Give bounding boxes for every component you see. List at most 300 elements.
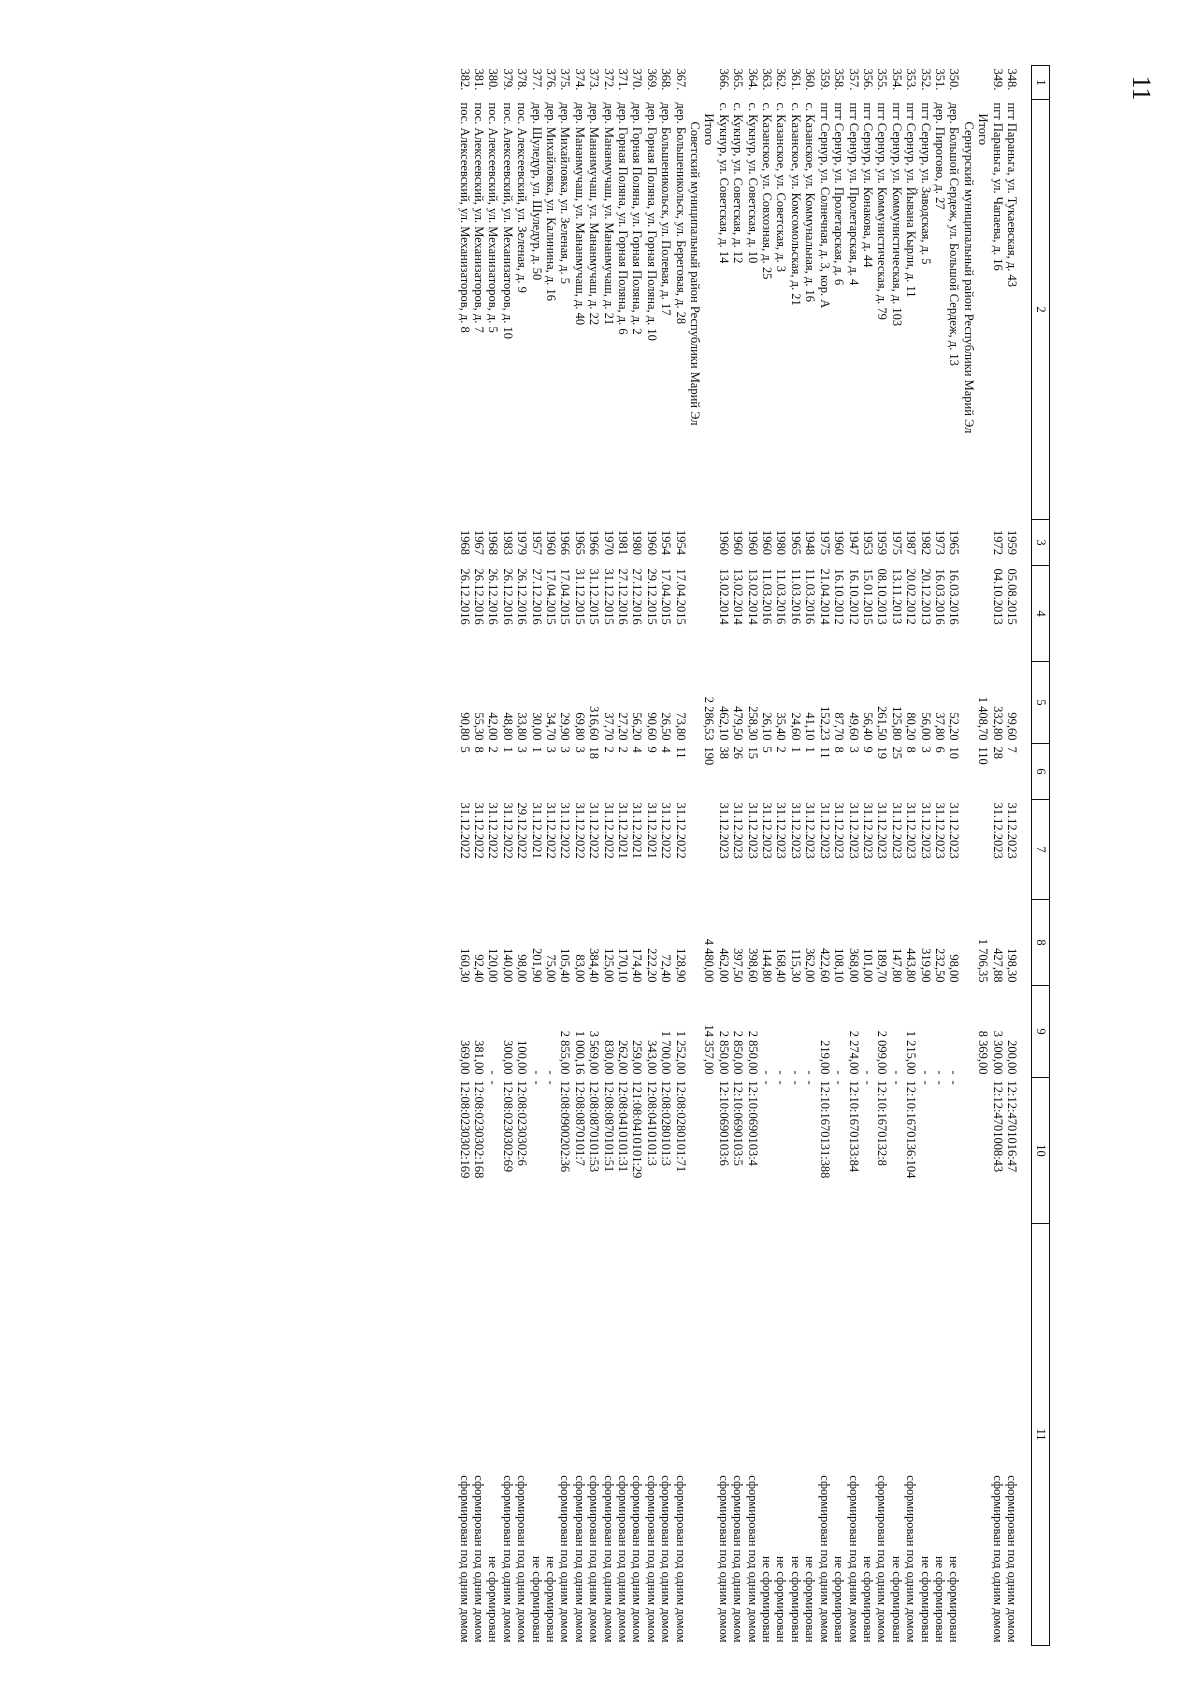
table-row: [486, 66, 500, 1646]
table-row: [1005, 66, 1019, 1646]
row-number: 360.: [803, 68, 818, 91]
land-area-cell: 168,40: [774, 948, 789, 983]
residents-count-cell: 8: [904, 746, 919, 753]
row-number: 362.: [774, 68, 789, 91]
table-row: [544, 66, 558, 1646]
land-area-cell: 319,90: [918, 948, 933, 983]
land-area-cell: 92,40: [471, 954, 486, 983]
land-area-cell: 443,80: [904, 948, 919, 983]
plot-area-cell: -: [932, 1070, 947, 1075]
land-area-cell: 108,10: [832, 948, 847, 983]
plot-area-cell: -: [774, 1070, 789, 1075]
resettlement-deadline-cell: 31.12.2022: [486, 802, 501, 859]
address-cell: дер. Мананмучаш, ул. Мананмучаш, д. 40: [572, 102, 587, 326]
resettlement-deadline-cell: 31.12.2022: [659, 802, 674, 859]
recognition-date-cell: 20.12.2013: [918, 568, 933, 625]
header-spacer-row: [1019, 66, 1032, 1646]
residents-count-cell-total: 110: [976, 746, 991, 765]
row-number: 350.: [947, 68, 962, 91]
resettlement-deadline-cell: 31.12.2023: [846, 802, 861, 859]
area-cell-total: 2 286,53: [702, 696, 717, 741]
address-cell: дер. Пирогово, д. 27: [932, 102, 947, 210]
address-cell: пгт Сернур, ул. Йывана Кырли, д. 11: [904, 102, 919, 298]
area-cell: 99,60: [1005, 712, 1019, 741]
resettlement-deadline-cell: 31.12.2022: [587, 802, 602, 859]
cadastral-number-cell: 12:08:0870101:51: [601, 1080, 616, 1173]
year-built-cell: 1979: [515, 530, 530, 555]
empty-cell: [702, 66, 716, 100]
table-row: [933, 66, 947, 1646]
empty-cell: [976, 1078, 990, 1224]
table-row: [904, 66, 918, 1646]
plot-area-cell: 1 000,16: [572, 1030, 587, 1075]
table-row: [716, 66, 730, 1646]
resettlement-deadline-cell: 31.12.2023: [716, 802, 731, 859]
area-cell: 26,50: [659, 712, 674, 741]
plot-status-cell: не сформирован: [544, 1555, 558, 1643]
land-area-cell: 72,40: [659, 954, 674, 983]
table-row: [745, 66, 759, 1646]
recognition-date-cell: 13.11.2013: [889, 568, 904, 625]
cadastral-number-cell: 12:12:4701016:47: [1005, 1080, 1019, 1173]
residents-count-cell: 28: [990, 746, 1005, 759]
area-cell: 261,50: [875, 706, 890, 741]
year-built-cell: 1960: [760, 530, 775, 555]
residents-count-cell: 3: [515, 746, 530, 753]
column-header: 9: [1032, 986, 1050, 1078]
address-cell: пгт Сернур, ул. Коммунистическая, д. 79: [875, 102, 890, 320]
row-number: 363.: [760, 68, 775, 91]
district-heading-row: [688, 66, 702, 1646]
column-header: 3: [1032, 520, 1050, 566]
recognition-date-cell: 17.04.2015: [659, 568, 674, 625]
residents-count-cell: 1: [788, 746, 803, 753]
area-cell: 49,60: [846, 712, 861, 741]
plot-status-cell: сформирован под одним домом: [990, 1475, 1005, 1643]
year-built-cell: 1959: [875, 530, 890, 555]
page-number: 11: [1127, 75, 1156, 101]
recognition-date-cell: 21.04.2014: [817, 568, 832, 625]
plot-status-cell: не сформирован: [486, 1555, 501, 1643]
address-cell: с. Казанское, ул. Коммунальная, д. 16: [803, 102, 818, 302]
plot-status-cell: не сформирован: [860, 1555, 875, 1643]
cadastral-number-cell: 12:08:0230302:6: [515, 1080, 530, 1166]
empty-cell: [702, 1078, 716, 1224]
address-cell: с. Кукнур, ул. Советская, д. 14: [716, 102, 731, 264]
residents-count-cell: 3: [918, 746, 933, 753]
area-cell: 48,80: [500, 712, 515, 741]
cadastral-number-cell: 12:08:0230302:169: [457, 1080, 472, 1179]
cadastral-number-cell: 12:10:1670131:388: [817, 1080, 832, 1179]
residents-count-cell: 10: [947, 746, 962, 759]
plot-status-cell: не сформирован: [788, 1555, 803, 1643]
cadastral-number-cell: 12:08:0410101:31: [616, 1080, 631, 1173]
cadastral-number-cell: 12:10:0690103:5: [731, 1080, 746, 1166]
plot-area-cell: -: [788, 1070, 803, 1075]
plot-status-cell: сформирован под одним домом: [904, 1475, 919, 1643]
residents-count-cell: 8: [471, 746, 486, 753]
plot-status-cell: не сформирован: [803, 1555, 818, 1643]
address-cell: дер. Горная Поляна, ул. Горная Поляна, д. 2: [630, 102, 645, 335]
year-built-cell: 1975: [817, 530, 832, 555]
land-area-cell: 105,40: [558, 948, 573, 983]
column-header: 4: [1032, 566, 1050, 662]
plot-area-cell-total: 14 357,00: [702, 1024, 717, 1075]
area-cell: 258,30: [745, 706, 760, 741]
address-cell: с. Казанское, ул. Комсомольская, д. 21: [788, 102, 803, 306]
address-cell: пгт Сернур, ул. Пролетарская, д. 6: [832, 102, 847, 286]
empty-cell: [702, 566, 716, 662]
plot-area-cell: -: [918, 1070, 933, 1075]
address-cell: пгт Сернур, ул. Пролетарская, д. 4: [846, 102, 861, 286]
area-cell: 87,70: [832, 712, 847, 741]
year-built-cell: 1957: [529, 530, 544, 555]
table-row: [774, 66, 788, 1646]
table-row: [731, 66, 745, 1646]
recognition-date-cell: 16.10.2012: [832, 568, 847, 625]
row-number: 374.: [572, 68, 587, 91]
row-number: 371.: [616, 68, 631, 91]
year-built-cell: 1968: [486, 530, 501, 555]
land-area-cell: 384,40: [587, 948, 602, 983]
plot-area-cell: -: [544, 1070, 558, 1075]
cadastral-number-cell: 12:10:1670132:8: [875, 1080, 890, 1166]
year-built-cell: 1983: [500, 530, 515, 555]
column-header: 2: [1032, 100, 1050, 520]
address-cell: дер. Большеникольск, ул. Береговая, д. 28: [673, 102, 688, 325]
cadastral-number-cell: 12:08:0870101:53: [587, 1080, 602, 1173]
land-area-cell-total: 1 706,35: [976, 938, 991, 983]
year-built-cell: 1966: [587, 530, 602, 555]
address-cell: пгт Сернур, ул. Коммунистическая, д. 103: [889, 102, 904, 327]
address-cell: дер. Мананмучаш, ул. Мананмучаш, д. 22: [587, 102, 602, 326]
column-header-row: [1032, 66, 1050, 1646]
resettlement-deadline-cell: 31.12.2023: [1005, 802, 1019, 859]
resettlement-deadline-cell: 31.12.2023: [774, 802, 789, 859]
cadastral-number-cell: -: [860, 1080, 875, 1085]
resettlement-deadline-cell: 31.12.2023: [788, 802, 803, 859]
land-area-cell: 115,30: [788, 948, 803, 983]
table-row: [875, 66, 889, 1646]
land-area-cell: 120,00: [486, 948, 501, 983]
area-cell: 34,70: [544, 712, 558, 741]
row-number: 369.: [644, 68, 659, 91]
district-heading: Советский муниципальный район Республики Марий Эл: [688, 121, 703, 426]
empty-cell: [976, 566, 990, 662]
row-number: 373.: [587, 68, 602, 91]
area-cell: 80,20: [904, 712, 919, 741]
area-cell: 24,60: [788, 712, 803, 741]
recognition-date-cell: 26.12.2016: [515, 568, 530, 625]
land-area-cell: 140,00: [500, 948, 515, 983]
year-built-cell: 1968: [457, 530, 472, 555]
row-number: 361.: [788, 68, 803, 91]
year-built-cell: 1980: [774, 530, 789, 555]
plot-status-cell: сформирован под одним домом: [616, 1475, 631, 1643]
row-number: 353.: [904, 68, 919, 91]
resettlement-deadline-cell: 31.12.2022: [558, 802, 573, 859]
recognition-date-cell: 26.12.2016: [457, 568, 472, 625]
plot-area-cell: -: [529, 1070, 544, 1075]
cadastral-number-cell: -: [918, 1080, 933, 1085]
address-cell: дер. Михайловка, ул. Калинина, д. 16: [544, 102, 558, 302]
table-row: [990, 66, 1004, 1646]
land-area-cell: 198,30: [1005, 948, 1019, 983]
year-built-cell: 1972: [990, 530, 1005, 555]
plot-area-cell: 2 855,00: [558, 1030, 573, 1075]
area-cell: 37,80: [932, 712, 947, 741]
plot-area-cell: 219,00: [817, 1040, 832, 1075]
housing-register-table: [457, 65, 1050, 1646]
plot-area-cell: -: [760, 1070, 775, 1075]
residents-count-cell: 1: [500, 746, 515, 753]
plot-status-cell: сформирован под одним домом: [716, 1475, 731, 1643]
plot-status-cell: не сформирован: [932, 1555, 947, 1643]
recognition-date-cell: 27.12.2016: [529, 568, 544, 625]
resettlement-deadline-cell: 31.12.2023: [947, 802, 962, 859]
year-built-cell: 1960: [731, 530, 746, 555]
table-row: [673, 66, 687, 1646]
plot-area-cell: 2 850,00: [716, 1030, 731, 1075]
residents-count-cell: 2: [486, 746, 501, 753]
table-row: [889, 66, 903, 1646]
resettlement-deadline-cell: 31.12.2022: [500, 802, 515, 859]
plot-status-cell: не сформирован: [947, 1555, 962, 1643]
plot-area-cell: 300,00: [500, 1040, 515, 1075]
land-area-cell: 397,50: [731, 948, 746, 983]
empty-cell: [702, 800, 716, 900]
residents-count-cell: 2: [601, 746, 616, 753]
land-area-cell: 368,00: [846, 948, 861, 983]
year-built-cell: 1960: [745, 530, 760, 555]
resettlement-deadline-cell: 31.12.2022: [572, 802, 587, 859]
table-row: [572, 66, 586, 1646]
recognition-date-cell: 20.02.2012: [904, 568, 919, 625]
plot-area-cell: 2 274,00: [846, 1030, 861, 1075]
year-built-cell: 1975: [889, 530, 904, 555]
row-number: 379.: [500, 68, 515, 91]
residents-count-cell: 5: [760, 746, 775, 753]
plot-area-cell: -: [832, 1070, 847, 1075]
plot-status-cell: сформирован под одним домом: [875, 1475, 890, 1643]
plot-area-cell: 100,00: [515, 1040, 530, 1075]
recognition-date-cell: 31.12.2015: [601, 568, 616, 625]
residents-count-cell: 11: [817, 746, 832, 759]
area-cell: 33,80: [515, 712, 530, 741]
year-built-cell: 1966: [558, 530, 573, 555]
address-cell: дер. Шуледур, ул. Шуледур, д. 50: [529, 102, 544, 281]
table-row: [558, 66, 572, 1646]
cadastral-number-cell: -: [774, 1080, 789, 1085]
row-number: 377.: [529, 68, 544, 91]
year-built-cell: 1960: [644, 530, 659, 555]
resettlement-deadline-cell: 31.12.2021: [616, 802, 631, 859]
area-cell: 29,90: [558, 712, 573, 741]
table-row: [947, 66, 961, 1646]
empty-cell: [688, 66, 702, 100]
year-built-cell: 1954: [673, 530, 688, 555]
land-area-cell: 98,00: [515, 954, 530, 983]
resettlement-deadline-cell: 31.12.2023: [832, 802, 847, 859]
cadastral-number-cell: -: [947, 1080, 962, 1085]
row-number: 359.: [817, 68, 832, 91]
plot-status-cell: сформирован под одним домом: [846, 1475, 861, 1643]
resettlement-deadline-cell: 31.12.2023: [745, 802, 760, 859]
plot-status-cell: сформирован под одним домом: [731, 1475, 746, 1643]
plot-area-cell: 3 300,00: [990, 1030, 1005, 1075]
row-number: 356.: [860, 68, 875, 91]
area-cell: 56,20: [630, 712, 645, 741]
row-number: 348.: [1005, 68, 1019, 91]
cadastral-number-cell: 12:08:0410101:3: [644, 1080, 659, 1166]
year-built-cell: 1980: [630, 530, 645, 555]
resettlement-deadline-cell: 31.12.2021: [529, 802, 544, 859]
row-number: 354.: [889, 68, 904, 91]
area-cell: 26,10: [760, 712, 775, 741]
resettlement-deadline-cell: 31.12.2022: [544, 802, 558, 859]
year-built-cell: 1953: [860, 530, 875, 555]
column-header: 10: [1032, 1078, 1050, 1224]
land-area-cell-total: 4 480,00: [702, 938, 717, 983]
address-cell: пгт Параньга, ул. Чапаева, д. 16: [990, 102, 1005, 271]
column-header: 5: [1032, 662, 1050, 744]
cadastral-number-cell: 12:10:0690103:4: [745, 1080, 760, 1166]
plot-status-cell: сформирован под одним домом: [745, 1475, 760, 1643]
area-cell: 90,60: [644, 712, 659, 741]
cadastral-number-cell: 12:10:1670133:84: [846, 1080, 861, 1173]
land-area-cell: 462,00: [716, 948, 731, 983]
plot-status-cell: сформирован под одним домом: [558, 1475, 573, 1643]
area-cell: 69,80: [572, 712, 587, 741]
plot-area-cell: 1 215,00: [904, 1030, 919, 1075]
residents-count-cell: 4: [659, 746, 674, 753]
address-cell: с. Кукнур, ул. Советская, д. 12: [731, 102, 746, 264]
plot-status-cell: не сформирован: [774, 1555, 789, 1643]
resettlement-deadline-cell: 31.12.2023: [875, 802, 890, 859]
cadastral-number-cell: 12:12:4701008:43: [990, 1080, 1005, 1173]
residents-count-cell: 11: [673, 746, 688, 759]
address-cell: пгт Параньга, ул. Тукаевская, д. 43: [1005, 102, 1019, 287]
residents-count-cell: 2: [616, 746, 631, 753]
year-built-cell: 1973: [932, 530, 947, 555]
table-row: [472, 66, 486, 1646]
resettlement-deadline-cell: 29.12.2022: [515, 802, 530, 859]
year-built-cell: 1960: [544, 530, 558, 555]
table-row: [817, 66, 831, 1646]
plot-area-cell: 343,00: [644, 1040, 659, 1075]
year-built-cell: 1965: [788, 530, 803, 555]
resettlement-deadline-cell: 31.12.2023: [817, 802, 832, 859]
resettlement-deadline-cell: 31.12.2022: [457, 802, 472, 859]
area-cell: 41,10: [803, 712, 818, 741]
plot-status-cell: сформирован под одним домом: [587, 1475, 602, 1643]
land-area-cell: 147,80: [889, 948, 904, 983]
address-cell: пгт Сернур, ул. Солнечная, д. 3, кор. А: [817, 102, 832, 309]
row-number: 357.: [846, 68, 861, 91]
empty-cell: [961, 66, 975, 100]
table-row: [601, 66, 615, 1646]
residents-count-cell: 1: [529, 746, 544, 753]
land-area-cell: 128,90: [673, 948, 688, 983]
area-cell: 90,80: [457, 712, 472, 741]
empty-cell: [702, 520, 716, 566]
resettlement-deadline-cell: 31.12.2023: [760, 802, 775, 859]
address-cell: дер. Михайловка, ул. Зеленая, д. 5: [558, 102, 573, 284]
row-number: 368.: [659, 68, 674, 91]
table-body: [457, 66, 1031, 1646]
recognition-date-cell: 16.03.2016: [932, 568, 947, 625]
area-cell: 316,60: [587, 706, 602, 741]
recognition-date-cell: 11.03.2016: [760, 568, 775, 625]
residents-count-cell: 3: [544, 746, 558, 753]
recognition-date-cell: 26.12.2016: [500, 568, 515, 625]
table-row: [644, 66, 658, 1646]
cadastral-number-cell: -: [788, 1080, 803, 1085]
area-cell: 73,80: [673, 712, 688, 741]
land-area-cell: 362,00: [803, 948, 818, 983]
land-area-cell: 174,40: [630, 948, 645, 983]
table-row: [587, 66, 601, 1646]
residents-count-cell-total: 190: [702, 746, 717, 766]
table-row: [529, 66, 543, 1646]
table-row: [789, 66, 803, 1646]
residents-count-cell: 8: [832, 746, 847, 753]
year-built-cell: 1981: [616, 530, 631, 555]
year-built-cell: 1960: [716, 530, 731, 555]
resettlement-deadline-cell: 31.12.2023: [932, 802, 947, 859]
land-area-cell: 101,00: [860, 948, 875, 983]
row-number: 365.: [731, 68, 746, 91]
area-cell-total: 1 408,70: [976, 696, 991, 741]
land-area-cell: 398,60: [745, 948, 760, 983]
plot-area-cell: 200,00: [1005, 1040, 1019, 1075]
land-area-cell: 75,00: [544, 954, 558, 983]
row-number: 355.: [875, 68, 890, 91]
residents-count-cell: 6: [932, 746, 947, 753]
cadastral-number-cell: 121:08:0410101:29: [630, 1080, 645, 1179]
plot-status-cell: не сформирован: [529, 1555, 544, 1643]
plot-area-cell: -: [947, 1070, 962, 1075]
recognition-date-cell: 11.03.2016: [788, 568, 803, 625]
address-cell: пос. Алексеевский, ул. Зеленая, д. 9: [515, 102, 530, 293]
land-area-cell: 170,10: [616, 948, 631, 983]
year-built-cell: 1960: [832, 530, 847, 555]
address-cell: пос. Алексеевский, ул. Механизаторов, д. 10: [500, 102, 515, 340]
area-cell: 332,80: [990, 706, 1005, 741]
plot-area-cell: 259,00: [630, 1040, 645, 1075]
table-row: [832, 66, 846, 1646]
land-area-cell: 201,90: [529, 948, 544, 983]
address-cell: пгт Сернур, ул. Конакова, д. 44: [860, 102, 875, 268]
recognition-date-cell: 31.12.2015: [587, 568, 602, 625]
address-cell: с. Кукнур, ул. Советская, д. 10: [745, 102, 760, 264]
address-cell: дер. Горная Поляна, ул. Горная Поляна, д. 10: [644, 102, 659, 341]
cadastral-number-cell: 12:08:0230302:168: [471, 1080, 486, 1179]
column-header: 11: [1032, 1224, 1050, 1646]
cadastral-number-cell: 12:10:1670136:104: [904, 1080, 919, 1179]
resettlement-deadline-cell: 31.12.2022: [471, 802, 486, 859]
plot-status-cell: сформирован под одним домом: [515, 1475, 530, 1643]
plot-area-cell: -: [889, 1070, 904, 1075]
resettlement-deadline-cell: 31.12.2023: [731, 802, 746, 859]
resettlement-deadline-cell: 31.12.2023: [918, 802, 933, 859]
residents-count-cell: 3: [572, 746, 587, 753]
year-built-cell: 1948: [803, 530, 818, 555]
residents-count-cell: 25: [889, 746, 904, 759]
recognition-date-cell: 13.02.2014: [745, 568, 760, 625]
plot-status-cell: сформирован под одним домом: [471, 1475, 486, 1643]
plot-status-cell: сформирован под одним домом: [457, 1475, 472, 1643]
